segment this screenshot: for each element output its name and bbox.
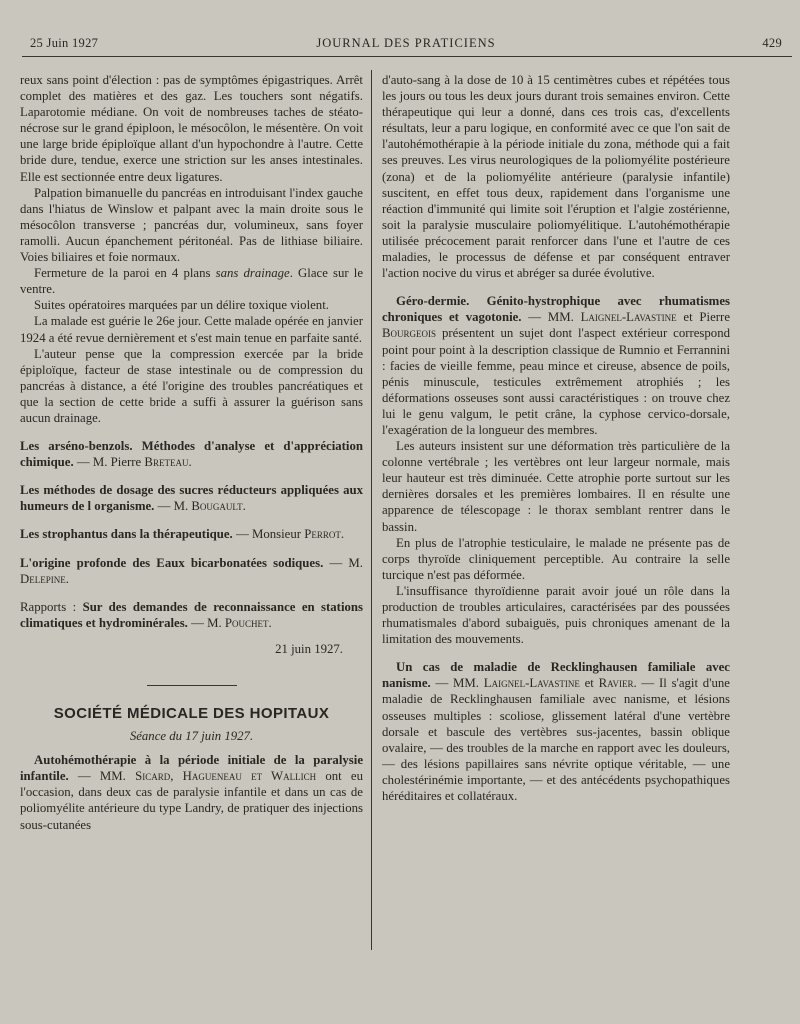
paragraph: Suites opératoires marquées par un délire toxique violent. — [34, 298, 329, 313]
paragraph: d'auto-sang à la dose de 10 à 15 centimètres cubes et répétées tous les jours ou tous les deux jours durant trois semaines environ. Cette thérapeutique qui leur a donné, dans ces trois cas, d'excellents résultats, leur a paru logique, en conformité avec ce que l'on sait de l'autohémothérapie à la période initiale du zona, méthode qui a fait ses preuves. Les virus neurologiques de la poliomyélite postérieure (zona) et de la poliomyélite antérieure (paralysie infantile) suscitent, en effet tous deux, rapidement dans l'organisme une réaction d'immunité qui limite soit l'éruption et l'algie zostérienne, soit la paralysie musculaire poliomyélitique. L'autohémothérapie utilisée précocement parait renforcer dans l'une et l'autre de ces maladies, le processus de défense et par conséquent entraver l'action nocive du virus et abréger sa durée évolutive. — [382, 73, 730, 281]
paragraph: Les auteurs insistent sur une déformation très particulière de la colonne vertébrale ; les vertèbres ont leur largeur normale, mais leur hauteur est très diminuée. Cette atrophie porte surtout sur les dernières dorsales et les premières lombaires. Il en résulte une apparence de télescopage : le thorax semblant rentrer dans le bassin. — [382, 439, 730, 534]
communication-entry: Autohémothérapie à la période initiale de la paralysie infantile. — MM. Sicard, Hagueneau et Wallich ont eu l'occasion, dans deux cas de paralysie infantile et dans un cas de poliomyélite antérieure du type Landry, de pratiquer des injections sous-cutanées — [20, 753, 363, 832]
society-heading: SOCIÉTÉ MÉDICALE DES HOPITAUX — [53, 705, 330, 722]
journal-title: JOURNAL DES PRATICIENS — [316, 36, 496, 50]
running-header — [30, 36, 782, 52]
paragraph: Palpation bimanuelle du pancréas en introduisant l'index gauche dans l'hiatus de Winslow et palpant avec la main droite sous le mésocôlon transverse ; pancréas dur, volumineux, sans foyer ramolli. Aucun épanchement péritonéal. Pas de lithiase biliaire. Voies biliaires et foie normaux. — [20, 185, 363, 265]
communication-entry: Les strophantus dans la thérapeutique. — Monsieur Perrot. — [20, 527, 345, 542]
paragraph: L'auteur pense que la compression exercée par la bride épiploïque, facteur de stase intestinale ou de compression du pancréas à distance, a été l'origine des troubles pancréatiques et que la section de cette bride a suffi à assurer la guérison sans aucun drainage. — [20, 346, 363, 425]
communication-entry: L'origine profonde des Eaux bicarbonatées sodiques. — M. Delepine. — [20, 555, 363, 586]
column-divider — [371, 70, 372, 950]
communication-entry: Un cas de maladie de Recklinghausen familiale avec nanisme. — MM. Laignel-Lavastine et Ravier. — Il s'agit d'une maladie de Recklinghausen familiale avec nanisme, et lésions osseuses multiples : scoliose, glissement latéral d'une vertèbre dorsale et bascule des vertèbres sus-jacentes, bassin oblique ovalaire, — des troubles de la marche en rapport avec les douleurs, — des lésions papillaires sans névrite optique véritable, — une cholestérinémie importante, — et des antécédents psychopathiques héréditaires et collatéraux. — [382, 660, 730, 804]
paragraph: La malade est guérie le 26e jour. Cette malade opérée en janvier 1924 a été revue dernièrement et s'est main tenue en parfaite santé. — [20, 314, 363, 345]
communication-entry: Les méthodes de dosage des sucres réducteurs appliquées aux humeurs de l organisme. — M. Bougault. — [20, 483, 363, 514]
header-date: 25 Juin 1927 — [30, 36, 99, 50]
right-column — [382, 72, 730, 1012]
session-date: 21 juin 1927. — [275, 641, 343, 656]
paragraph: L'insuffisance thyroïdienne parait avoir joué un rôle dans la production de troubles articulaires, caractérisées par des poussées rhumatismales d'abord subaiguës, puis chroniques amenant de la limitation des mouvements. — [382, 583, 730, 647]
paragraph: reux sans point d'élection : pas de symptômes épigastriques. Arrêt complet des matières et des gaz. Les touchers sont négatifs. Laparotomie médiane. On voit de nombreuses taches de stéato-nécrose sur le grand épiploon, le mésocôlon, le mésentère. On voit une large bride épiploïque allant d'un hypochondre à l'autre. Cette bride dure, tendue, exerce une striction sur les anses intestinales. Elle est sectionnée entre deux ligatures. — [20, 73, 363, 184]
page-number: 429 — [762, 36, 782, 50]
section-separator — [147, 685, 237, 686]
left-column — [20, 72, 363, 1012]
paragraph: En plus de l'atrophie testiculaire, le malade ne présente pas de corps thyroïde cliniquement perceptible. Au contraire la selle turcique n'est pas déformée. — [382, 535, 730, 582]
session-subheading: Séance du 17 juin 1927. — [129, 729, 254, 744]
communication-entry: Géro-dermie. Génito-hystrophique avec rhumatismes chroniques et vagotonie. — MM. Laignel-Lavastine et Pierre Bourgeois présentent un sujet dont l'aspect extérieur correspond point pour point à la description classique de Rumnio et Ferrannini : facies de vieille femme, peau mince et cireuse, absence de poils, pénis minuscule, testicules extrêmement atrophiés ; les déformations osseuses sont aussi caractéristiques : on trouve chez lui le genu valgum, le petit crâne, la cyphose cervico-dorsale, l'exagération de la longueur des membres. — [382, 294, 730, 437]
paragraph: Fermeture de la paroi en 4 plans sans drainage. Glace sur le ventre. — [20, 266, 363, 297]
communication-entry: Rapports : Sur des demandes de reconnaissance en stations climatiques et hydrominérales. — M. Pouchet. — [20, 599, 363, 630]
header-rule — [22, 56, 792, 57]
communication-entry: Les arséno-benzols. Méthodes d'analyse et d'appréciation chimique. — M. Pierre Breteau. — [20, 439, 363, 470]
